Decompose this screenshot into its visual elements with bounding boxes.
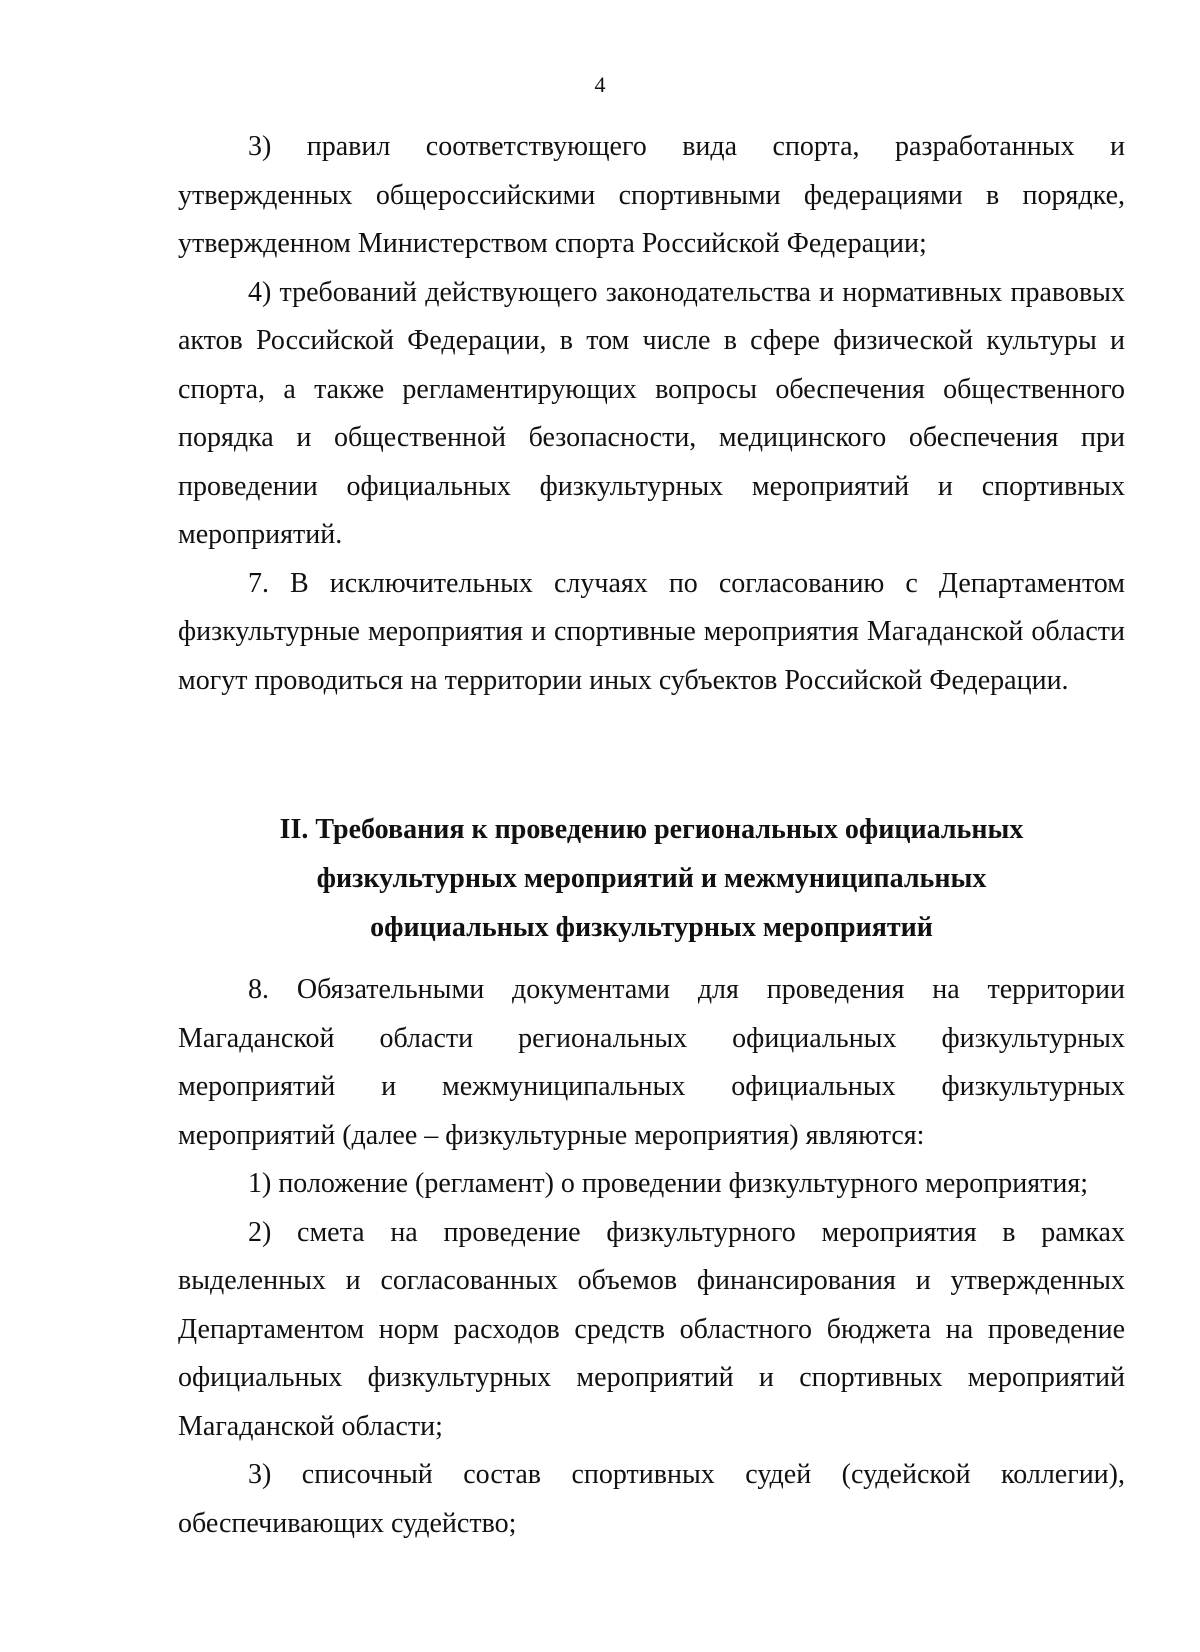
section-heading-line-1: II. Требования к проведению региональных официальных <box>279 814 1024 845</box>
paragraph-item-3-rules: 3) правил соответствующего вида спорта, разработанных и утвержденных общероссийскими спортивными федерациями в порядке, утвержденном Министерством спорта Российской Федерации; <box>178 131 1125 259</box>
section-heading-line-3: официальных физкультурных мероприятий <box>370 912 933 943</box>
paragraph-item-1-regulation: 1) положение (регламент) о проведении физкультурного мероприятия; <box>248 1168 1088 1199</box>
paragraph-item-2-budget: 2) смета на проведение физкультурного мероприятия в рамках выделенных и согласованных объемов финансирования и утвержденных Департаментом норм расходов средств областного бюджета на проведение официальных физкультурных мероприятий и спортивных мероприятий Магаданской области; <box>178 1216 1125 1442</box>
section-heading <box>178 805 1125 952</box>
section-heading-line-2: физкультурных мероприятий и межмуниципальных <box>316 863 987 894</box>
page-number: 4 <box>594 72 606 97</box>
paragraph-clause-8: 8. Обязательными документами для проведения на территории Магаданской области региональных официальных физкультурных мероприятий и межмуниципальных официальных физкультурных мероприятий (далее – физкультурные мероприятия) являются: <box>178 974 1125 1151</box>
paragraph-clause-7: 7. В исключительных случаях по согласованию с Департаментом физкультурные мероприятия и спортивные мероприятия Магаданской области могут проводиться на территории иных субъектов Российской Федерации. <box>178 567 1125 696</box>
document-body <box>178 123 1125 1548</box>
paragraph-item-4-legislation: 4) требований действующего законодательства и нормативных правовых актов Российской Федерации, в том числе в сфере физической культуры и спорта, а также регламентирующих вопросы обеспечения общественного порядка и общественной безопасности, медицинского обеспечения при проведении официальных физкультурных мероприятий и спортивных мероприятий. <box>178 276 1125 550</box>
paragraph-item-3-judges: 3) списочный состав спортивных судей (судейской коллегии), обеспечивающих судейство; <box>178 1459 1125 1539</box>
